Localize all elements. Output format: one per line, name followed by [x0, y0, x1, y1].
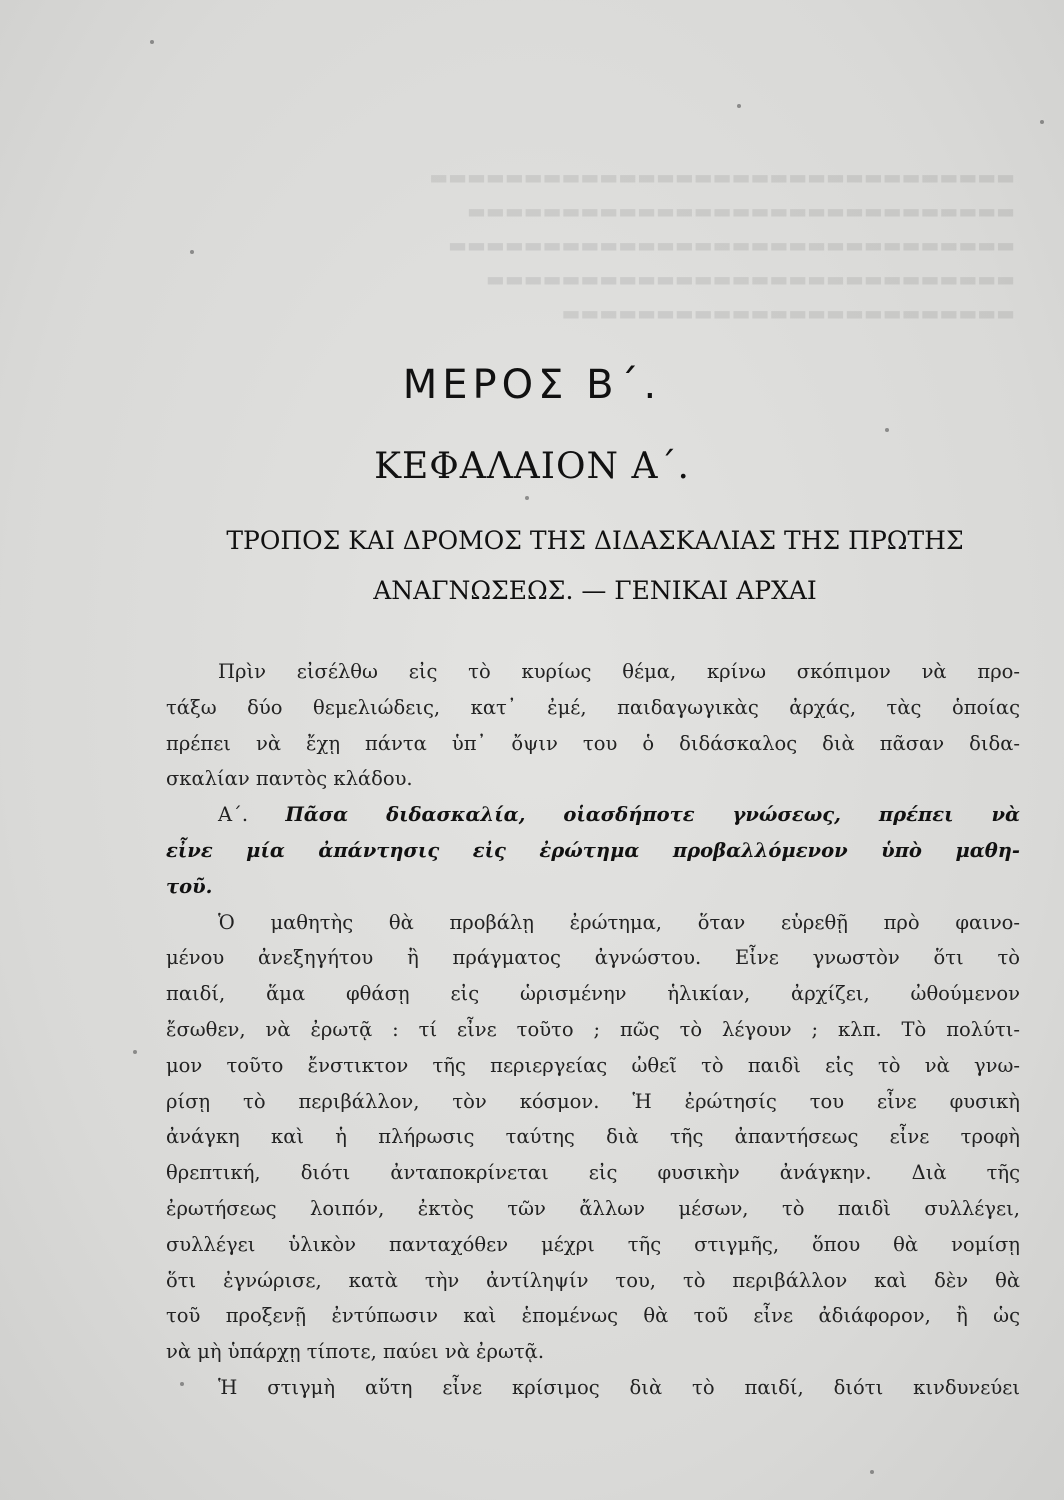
text-line: Ὁ μαθητὴς θὰ προβάλῃ ἐρώτημα, ὅταν εὑρεθῇ πρὸ φαινο-	[218, 910, 1020, 934]
chapter-title: ΚΕΦΑΛΑΙΟΝ Α΄.	[374, 446, 690, 487]
text-line: τάξω δύο θεμελιώδεις, κατ᾽ ἐμέ, παιδαγωγικὰς ἀρχάς, τὰς ὁποίας	[166, 695, 1020, 719]
text-line: ἀνάγκη καὶ ἡ πλήρωσις ταύτης διὰ τῆς ἀπαντήσεως εἶνε τροφὴ	[166, 1125, 1020, 1149]
paragraph-question	[166, 905, 1020, 1370]
principle-a	[166, 797, 1020, 904]
text-line: ρίσῃ τὸ περιβάλλον, τὸν κόσμον. Ἡ ἐρώτησίς του εἶνε φυσικὴ	[166, 1089, 1020, 1113]
text-line: ὅτι ἐγνώρισε, κατὰ τὴν ἀντίληψίν του, τὸ περιβάλλον καὶ δὲν θὰ	[166, 1268, 1020, 1292]
bleed-through-text: ▬▬▬▬▬▬▬▬▬▬▬▬▬▬▬▬▬▬▬▬▬▬▬▬▬▬▬▬▬▬▬ ▬▬▬▬▬▬▬▬▬▬▬▬▬▬▬▬▬▬▬▬▬▬▬▬▬▬▬▬▬ ▬▬▬▬▬▬▬▬▬▬▬▬▬▬▬▬▬▬▬▬▬▬▬▬▬▬▬▬▬▬ ▬▬▬▬▬▬▬▬▬▬▬▬▬▬▬▬▬▬▬▬▬▬▬▬▬▬▬▬ ▬▬▬▬▬▬▬▬▬▬▬▬▬▬▬▬▬▬▬▬▬▬▬▬	[429, 165, 1015, 325]
principle-text: Πᾶσα διδασκαλία, οἱασδήποτε γνώσεως, πρέπει νὰ	[285, 803, 1020, 827]
part-title: ΜΕΡΟΣ Β΄.	[402, 362, 662, 408]
principle-label: Α΄.	[218, 803, 249, 827]
text-line: Πρὶν εἰσέλθω εἰς τὸ κυρίως θέμα, κρίνω σκόπιμον νὰ προ-	[218, 660, 1020, 683]
text-line: νὰ μὴ ὑπάρχῃ τίποτε, παύει νὰ ἐρωτᾷ.	[166, 1340, 545, 1364]
principle-line: τοῦ.	[166, 874, 213, 898]
text-line: παιδί, ἅμα φθάσῃ εἰς ὡρισμένην ἡλικίαν, ἀρχίζει, ὠθούμενον	[166, 982, 1020, 1006]
text-line: Ἡ στιγμὴ αὕτη εἶνε κρίσιμος διὰ τὸ παιδί, διότι κινδυνεύει	[218, 1375, 1020, 1399]
principle-line	[166, 797, 1020, 833]
text-line: συλλέγει ὑλικὸν πανταχόθεν μέχρι τῆς στιγμῆς, ὅπου θὰ νομίσῃ	[166, 1232, 1020, 1256]
text-line: θρεπτική, διότι ἀνταποκρίνεται εἰς φυσικὴν ἀνάγκην. Διὰ τῆς	[166, 1161, 1020, 1185]
text-line: μον τοῦτο ἔνστικτον τῆς περιεργείας ὠθεῖ τὸ παιδὶ εἰς τὸ νὰ γνω-	[166, 1053, 1020, 1077]
body-text	[166, 654, 1020, 1406]
section-title	[165, 516, 1025, 616]
text-line: ἐρωτήσεως λοιπόν, ἐκτὸς τῶν ἄλλων μέσων, τὸ παιδὶ συλλέγει,	[166, 1196, 1020, 1220]
text-line: σκαλίαν παντὸς κλάδου.	[166, 767, 413, 791]
text-line: ἔσωθεν, νὰ ἐρωτᾷ : τί εἶνε τοῦτο ; πῶς τὸ λέγουν ; κλπ. Τὸ πολύτι-	[166, 1017, 1020, 1041]
text-line: μένου ἀνεξηγήτου ἢ πράγματος ἀγνώστου. Εἶνε γνωστὸν ὅτι τὸ	[166, 946, 1020, 970]
paragraph-intro	[166, 654, 1020, 797]
principle-line: εἶνε μία ἀπάντησις εἰς ἐρώτημα προβαλλόμενον ὑπὸ μαθη-	[166, 838, 1020, 862]
text-line: τοῦ προξενῇ ἐντύπωσιν καὶ ἑπομένως θὰ τοῦ εἶνε ἀδιάφορον, ἢ ὡς	[166, 1304, 1020, 1328]
paragraph-critical	[166, 1370, 1020, 1406]
text-line: πρέπει νὰ ἔχῃ πάντα ὑπ᾽ ὄψιν του ὁ διδάσκαλος διὰ πᾶσαν διδα-	[166, 731, 1020, 755]
section-title-line-2: ΑΝΑΓΝΩΣΕΩΣ. — ΓΕΝΙΚΑΙ ΑΡΧΑΙ	[373, 576, 817, 605]
section-title-line-1: ΤΡΟΠΟΣ ΚΑΙ ΔΡΟΜΟΣ ΤΗΣ ΔΙΔΑΣΚΑΛΙΑΣ ΤΗΣ ΠΡΩΤΗΣ	[226, 526, 964, 555]
